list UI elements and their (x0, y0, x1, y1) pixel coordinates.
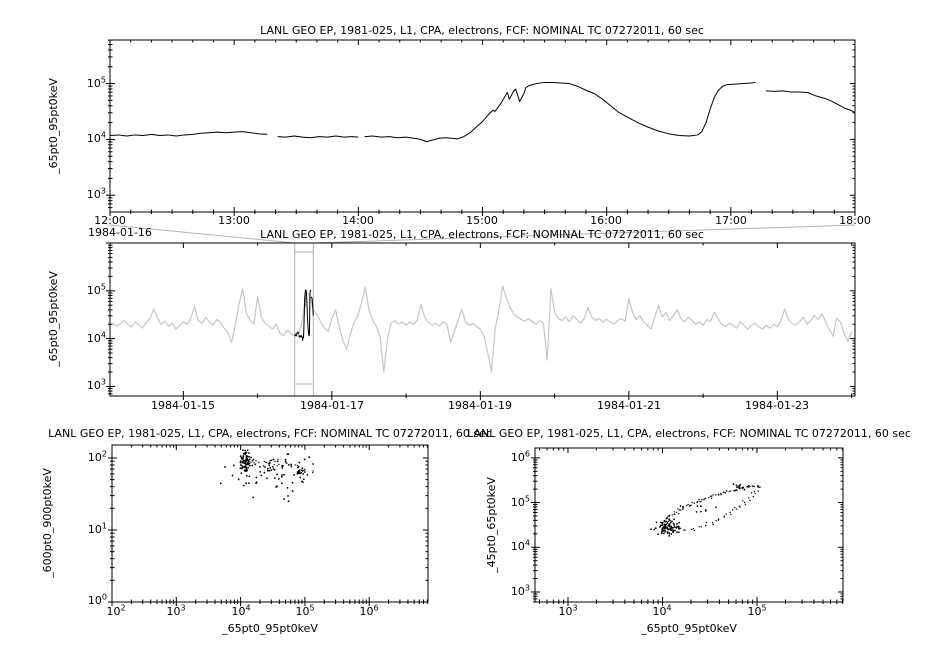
panel-4-title: LANL GEO EP, 1981-025, L1, CPA, electrons, FCF: NOMINAL TC 07272011, 60 sec (467, 427, 911, 440)
panel-2-plot-area[interactable] (110, 243, 855, 396)
panel-1-xtick-1700: 17:00 (715, 214, 747, 227)
panel-4-xtick-1e3: $10^3$ (558, 603, 578, 618)
panel-2-title: LANL GEO EP, 1981-025, L1, CPA, electrons, FCF: NOMINAL TC 07272011, 60 sec (260, 228, 704, 241)
panel-2-xtick-0119: 1984-01-19 (448, 399, 512, 412)
panel-2-xtick-0117: 1984-01-17 (300, 399, 364, 412)
panel-3-plot-area[interactable] (112, 445, 428, 602)
panel-4-y-axis-label: _45pt0_65pt0keV (485, 477, 498, 573)
panel-1-xtick-1200: 12:00 (94, 214, 126, 227)
panel-2-ytick-1e3: $10^3$ (86, 377, 106, 392)
panel-4-ytick-1e4: $10^4$ (510, 538, 530, 553)
panel-4-x-axis-label: _65pt0_95pt0keV (641, 622, 737, 635)
panel-3-y-axis-label: _600pt0_900pt0keV (41, 468, 54, 578)
panel-1-date-label: 1984-01-16 (88, 226, 152, 239)
panel-1-xtick-1400: 14:00 (342, 214, 374, 227)
panel-3-title: LANL GEO EP, 1981-025, L1, CPA, electrons, FCF: NOMINAL TC 07272011, 60 sec (48, 427, 492, 440)
panel-4-ytick-1e5: $10^5$ (510, 494, 530, 509)
panel-3-xtick-1e3: $10^3$ (166, 603, 186, 618)
panel-3-xtick-1e4: $10^4$ (231, 603, 251, 618)
panel-1-ytick-1e5: $10^5$ (86, 75, 106, 90)
panel-1-title: LANL GEO EP, 1981-025, L1, CPA, electrons, FCF: NOMINAL TC 07272011, 60 sec (260, 24, 704, 37)
panel-3-ytick-1e1: $10^1$ (87, 521, 107, 536)
panel-2-xtick-0121: 1984-01-21 (597, 399, 661, 412)
panel-4-xtick-1e5: $10^5$ (747, 603, 767, 618)
panel-1-xtick-1800: 18:00 (839, 214, 871, 227)
panel-2-y-axis-label: _65pt0_95pt0keV (47, 271, 60, 367)
panel-3-x-axis-label: _65pt0_95pt0keV (222, 622, 318, 635)
panel-1-plot-area[interactable] (110, 40, 855, 212)
panel-4-ytick-1e6: $10^6$ (510, 449, 530, 464)
panel-1-ytick-1e4: $10^4$ (86, 130, 106, 145)
panel-4-ytick-1e3: $10^3$ (510, 583, 530, 598)
panel-3-ytick-1e0: $10^0$ (87, 592, 107, 607)
panel-4-xtick-1e4: $10^4$ (652, 603, 672, 618)
panel-3-ytick-1e2: $10^2$ (87, 449, 107, 464)
panel-1-ytick-1e3: $10^3$ (86, 186, 106, 201)
panel-1-xtick-1300: 13:00 (218, 214, 250, 227)
panel-1-y-axis-label: _65pt0_95pt0keV (47, 78, 60, 174)
panel-1-xtick-1500: 15:00 (466, 214, 498, 227)
panel-2-ytick-1e4: $10^4$ (86, 330, 106, 345)
panel-2-xtick-0115: 1984-01-15 (151, 399, 215, 412)
panel-1-xtick-1600: 16:00 (590, 214, 622, 227)
panel-3-xtick-1e2: $10^2$ (106, 603, 126, 618)
panel-3-xtick-1e6: $10^6$ (359, 603, 379, 618)
panel-2-ytick-1e5: $10^5$ (86, 282, 106, 297)
panel-4-plot-area[interactable] (535, 448, 843, 602)
panel-2-xtick-0123: 1984-01-23 (745, 399, 809, 412)
panel-3-xtick-1e5: $10^5$ (295, 603, 315, 618)
